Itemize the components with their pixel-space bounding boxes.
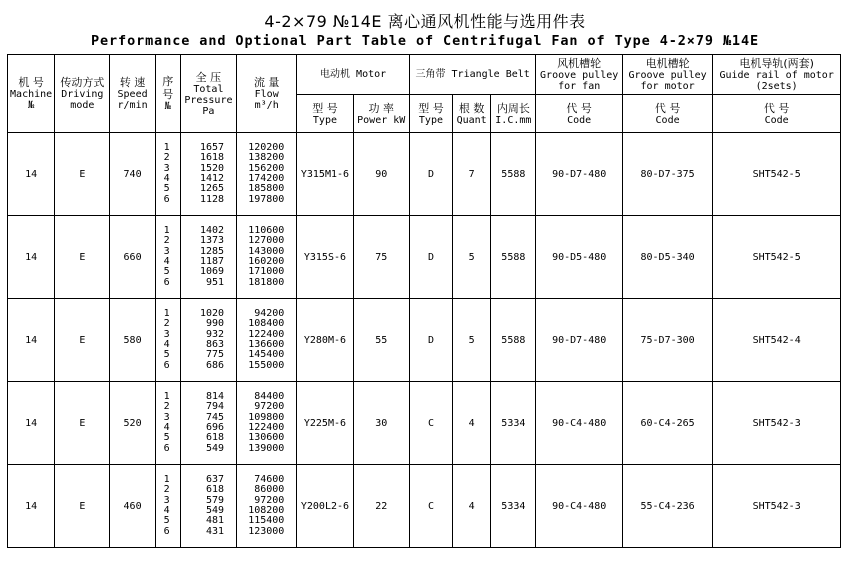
header-flow <box>237 55 297 133</box>
cell-belt-type: D <box>409 299 452 382</box>
cell-machine-no: 14 <box>8 216 55 299</box>
cell-pressure-value: 1402 <box>199 224 225 236</box>
cell-flow-value: 160200 <box>248 256 285 267</box>
header-line: 型 号 <box>418 101 444 115</box>
cell-guide-rail: SHT542-4 <box>713 299 841 382</box>
header-motor-pulley <box>622 55 712 95</box>
cell-flow-value: 138200 <box>248 152 285 164</box>
cell-motor-power: 22 <box>353 465 409 548</box>
header-belt-type <box>409 95 452 133</box>
cell-pressure-value: 1069 <box>199 266 225 278</box>
cell-motor-power: 55 <box>353 299 409 382</box>
cell-speed: 520 <box>110 382 155 465</box>
cell-pressure-value: 1412 <box>199 173 225 184</box>
cell-motor-power: 75 <box>353 216 409 299</box>
header-line: Type <box>418 114 443 126</box>
cell-machine-no: 14 <box>8 133 55 216</box>
cell-pressure-value: 932 <box>205 328 225 340</box>
cell-driving-mode: E <box>55 382 110 465</box>
cell-belt-type: C <box>409 382 452 465</box>
cell-flow <box>237 133 297 216</box>
cell-seq-value: 4 <box>163 256 170 267</box>
cell-flow-value: 171000 <box>248 266 285 278</box>
cell-pressure <box>180 382 236 465</box>
cell-seq <box>155 299 180 382</box>
header-line: 代 号 <box>654 101 681 115</box>
cell-pressure-value: 1265 <box>199 183 225 195</box>
header-line: 代 号 <box>763 101 790 115</box>
header-pressure <box>180 55 236 133</box>
header-line: 流 量 <box>253 76 280 89</box>
cell-motor-pulley: 60-C4-265 <box>622 382 712 465</box>
header-line: Driving <box>61 89 104 100</box>
cell-motor-power: 30 <box>353 382 409 465</box>
cell-seq <box>155 216 180 299</box>
cell-motor-type: Y315M1-6 <box>297 133 353 216</box>
cell-driving-mode: E <box>55 216 110 299</box>
cell-flow-value: 123000 <box>248 525 285 537</box>
cell-flow-value: 108200 <box>248 505 285 516</box>
header-line: (2sets) <box>755 81 798 92</box>
cell-pressure <box>180 133 236 216</box>
cell-machine-no: 14 <box>8 299 55 382</box>
cell-seq-value: 5 <box>163 266 170 278</box>
cell-seq-value: 2 <box>163 401 170 413</box>
cell-driving-mode: E <box>55 133 110 216</box>
cell-flow-value: 181800 <box>248 276 285 288</box>
cell-guide-rail: SHT542-5 <box>713 133 841 216</box>
header-rail-code <box>713 95 841 133</box>
header-line: 号 <box>162 88 174 101</box>
header-line: 序 <box>162 75 174 88</box>
cell-pressure-value: 1128 <box>199 193 225 205</box>
header-line: Code <box>764 114 789 126</box>
cell-flow-value: 108400 <box>248 318 285 330</box>
cell-seq-value: 3 <box>163 411 170 423</box>
cell-flow-value: 74600 <box>254 473 285 485</box>
cell-motor-pulley: 80-D5-340 <box>622 216 712 299</box>
table-row <box>8 299 841 382</box>
cell-belt-quant: 4 <box>453 465 491 548</box>
cell-flow-value: 109800 <box>248 411 285 423</box>
cell-seq-value: 2 <box>163 152 170 164</box>
header-guide-rail <box>713 55 841 95</box>
cell-seq-value: 2 <box>163 235 170 247</box>
cell-motor-pulley: 75-D7-300 <box>622 299 712 382</box>
cell-pressure <box>180 299 236 382</box>
cell-seq-value: 6 <box>163 276 170 288</box>
table-row <box>8 382 841 465</box>
cell-machine-no: 14 <box>8 382 55 465</box>
cell-flow-value: 136600 <box>248 339 285 350</box>
cell-pressure-value: 686 <box>205 359 225 371</box>
cell-motor-pulley: 80-D7-375 <box>622 133 712 216</box>
cell-seq-value: 2 <box>163 484 170 496</box>
header-line: № <box>28 100 35 111</box>
cell-pressure-value: 1020 <box>199 307 225 319</box>
cell-flow-value: 145400 <box>248 349 285 361</box>
cell-belt-length: 5588 <box>491 133 536 216</box>
cell-pressure-value: 794 <box>205 401 225 413</box>
cell-flow <box>237 299 297 382</box>
cell-flow <box>237 216 297 299</box>
cell-flow-value: 139000 <box>248 442 285 454</box>
page-title-cn: 4-2×79 №14E 离心通风机性能与选用件表 <box>264 12 586 31</box>
header-line: Quant <box>456 114 487 126</box>
cell-motor-pulley: 55-C4-236 <box>622 465 712 548</box>
cell-pressure-value: 549 <box>205 442 225 454</box>
cell-driving-mode: E <box>55 299 110 382</box>
cell-pressure-value: 1373 <box>199 235 225 247</box>
cell-flow-value: 197800 <box>248 193 285 205</box>
cell-seq-value: 6 <box>163 193 170 205</box>
cell-flow-value: 110600 <box>248 224 285 236</box>
cell-guide-rail: SHT542-3 <box>713 465 841 548</box>
header-line: 全 压 <box>195 70 222 84</box>
cell-pressure-value: 637 <box>205 473 225 485</box>
cell-belt-type: D <box>409 133 452 216</box>
cell-flow-value: 115400 <box>248 515 285 527</box>
cell-seq-value: 1 <box>163 390 170 402</box>
cell-flow-value: 143000 <box>248 245 285 257</box>
header-line: Groove pulley <box>628 70 707 81</box>
cell-seq <box>155 133 180 216</box>
header-line: 内周长 <box>496 101 530 115</box>
cell-pressure-value: 1285 <box>199 245 225 257</box>
cell-seq-value: 6 <box>163 442 170 454</box>
page-title-en: Performance and Optional Part Table of Centrifugal Fan of Type 4-2×79 №14E <box>90 33 760 49</box>
header-line: Pressure <box>184 94 233 106</box>
cell-belt-type: C <box>409 465 452 548</box>
cell-belt-length: 5334 <box>491 465 536 548</box>
cell-seq <box>155 382 180 465</box>
header-motor-power <box>353 95 409 133</box>
header-driving-mode <box>55 55 110 133</box>
cell-seq-value: 1 <box>163 224 170 236</box>
cell-guide-rail: SHT542-5 <box>713 216 841 299</box>
cell-flow <box>237 382 297 465</box>
cell-flow-value: 155000 <box>248 359 285 371</box>
header-line: m³/h <box>254 100 279 111</box>
cell-flow-value: 97200 <box>254 401 285 413</box>
cell-pressure-value: 814 <box>205 390 225 402</box>
header-fan-pulley <box>536 55 622 95</box>
header-line: for fan <box>558 81 601 92</box>
header-line: 型 号 <box>312 101 338 115</box>
cell-flow-value: 156200 <box>248 162 285 174</box>
cell-fan-pulley: 90-D5-480 <box>536 216 622 299</box>
header-line: 电机导轨(两套) <box>739 57 814 70</box>
header-line: for motor <box>640 81 695 92</box>
header-line: 风机槽轮 <box>557 57 602 70</box>
header-line: 电机槽轮 <box>645 57 690 70</box>
cell-speed: 580 <box>110 299 155 382</box>
header-fan-code <box>536 95 622 133</box>
cell-flow-value: 174200 <box>248 173 285 184</box>
cell-belt-length: 5588 <box>491 299 536 382</box>
cell-pressure-value: 745 <box>205 411 225 423</box>
cell-motor-type: Y315S-6 <box>297 216 353 299</box>
header-belt: 三角带 Triangle Belt <box>409 55 536 95</box>
header-line: r/min <box>117 100 148 111</box>
cell-seq-value: 4 <box>163 173 170 184</box>
cell-pressure-value: 1187 <box>199 256 225 267</box>
cell-flow-value: 122400 <box>248 328 285 340</box>
header-line: 传动方式 <box>60 76 105 89</box>
cell-seq-value: 4 <box>163 505 170 516</box>
header-line: 代 号 <box>566 101 592 115</box>
table-row <box>8 216 841 299</box>
header-belt-length <box>491 95 536 133</box>
cell-seq-value: 4 <box>163 422 170 433</box>
table-row <box>8 465 841 548</box>
cell-flow-value: 86000 <box>254 484 285 496</box>
cell-pressure-value: 431 <box>205 525 225 537</box>
header-line: I.C.mm <box>495 114 532 126</box>
performance-table <box>7 54 841 548</box>
cell-pressure-value: 775 <box>205 349 225 361</box>
cell-pressure-value: 1618 <box>199 152 225 164</box>
cell-pressure-value: 951 <box>205 276 225 288</box>
cell-belt-quant: 5 <box>453 299 491 382</box>
cell-belt-length: 5334 <box>491 382 536 465</box>
cell-flow-value: 127000 <box>248 235 285 247</box>
cell-motor-type: Y225M-6 <box>297 382 353 465</box>
cell-belt-length: 5588 <box>491 216 536 299</box>
header-line: Speed <box>117 89 148 100</box>
cell-speed: 660 <box>110 216 155 299</box>
cell-machine-no: 14 <box>8 465 55 548</box>
cell-pressure-value: 863 <box>205 339 225 350</box>
cell-seq-value: 1 <box>163 307 170 319</box>
cell-seq-value: 1 <box>163 473 170 485</box>
cell-fan-pulley: 90-C4-480 <box>536 465 622 548</box>
header-line: 根 数 <box>458 101 485 115</box>
cell-seq-value: 4 <box>163 339 170 350</box>
cell-flow-value: 97200 <box>254 494 285 506</box>
header-line: № <box>164 101 171 112</box>
header-machine-no <box>8 55 55 133</box>
cell-motor-power: 90 <box>353 133 409 216</box>
cell-fan-pulley: 90-C4-480 <box>536 382 622 465</box>
cell-seq-value: 3 <box>163 328 170 340</box>
cell-pressure-value: 579 <box>205 494 225 506</box>
cell-flow-value: 94200 <box>254 307 285 319</box>
header-motor: 电动机 Motor <box>297 55 410 95</box>
cell-pressure-value: 990 <box>205 318 225 330</box>
cell-belt-quant: 4 <box>453 382 491 465</box>
cell-seq-value: 6 <box>163 525 170 537</box>
cell-seq-value: 6 <box>163 359 170 371</box>
header-belt-quant <box>453 95 491 133</box>
header-line: 机 号 <box>18 76 44 89</box>
cell-belt-quant: 7 <box>453 133 491 216</box>
cell-pressure-value: 1657 <box>199 141 225 153</box>
header-motor-code <box>622 95 712 133</box>
header-line: mode <box>70 100 95 111</box>
cell-seq-value: 3 <box>163 162 170 174</box>
header-speed <box>110 55 155 133</box>
cell-flow-value: 120200 <box>248 141 285 153</box>
header-line: Guide rail of motor <box>719 70 834 81</box>
cell-pressure <box>180 216 236 299</box>
cell-pressure-value: 1520 <box>199 162 225 174</box>
cell-flow-value: 122400 <box>248 422 285 433</box>
header-line: 转 速 <box>119 76 146 89</box>
cell-motor-type: Y280M-6 <box>297 299 353 382</box>
cell-pressure-value: 481 <box>205 515 225 527</box>
cell-flow-value: 130600 <box>248 432 285 444</box>
cell-pressure-value: 696 <box>205 422 225 433</box>
cell-seq-value: 3 <box>163 245 170 257</box>
cell-seq-value: 5 <box>163 515 170 527</box>
cell-pressure-value: 618 <box>205 484 225 496</box>
header-line: Total <box>193 83 224 95</box>
table-row <box>8 133 841 216</box>
header-line: Flow <box>254 89 279 100</box>
header-line: Code <box>655 114 680 126</box>
cell-driving-mode: E <box>55 465 110 548</box>
cell-fan-pulley: 90-D7-480 <box>536 299 622 382</box>
header-seq <box>155 55 180 133</box>
cell-guide-rail: SHT542-3 <box>713 382 841 465</box>
header-line: Machine <box>10 89 53 100</box>
header-line: Pa <box>202 105 215 117</box>
header-line: 功 率 <box>368 101 394 115</box>
header-line: Power kW <box>357 114 406 126</box>
cell-pressure-value: 618 <box>205 432 225 444</box>
cell-flow <box>237 465 297 548</box>
cell-seq-value: 3 <box>163 494 170 506</box>
cell-pressure <box>180 465 236 548</box>
cell-seq-value: 5 <box>163 349 170 361</box>
cell-flow-value: 84400 <box>254 390 285 402</box>
cell-seq-value: 1 <box>163 141 170 153</box>
cell-flow-value: 185800 <box>248 183 285 195</box>
header-line: Type <box>312 114 337 126</box>
cell-speed: 740 <box>110 133 155 216</box>
cell-fan-pulley: 90-D7-480 <box>536 133 622 216</box>
cell-seq-value: 2 <box>163 318 170 330</box>
header-motor-type <box>297 95 353 133</box>
cell-seq-value: 5 <box>163 183 170 195</box>
cell-pressure-value: 549 <box>205 505 225 516</box>
cell-belt-type: D <box>409 216 452 299</box>
cell-seq <box>155 465 180 548</box>
header-line: Code <box>567 114 592 126</box>
cell-motor-type: Y200L2-6 <box>297 465 353 548</box>
header-line: Groove pulley <box>540 70 619 81</box>
cell-seq-value: 5 <box>163 432 170 444</box>
cell-speed: 460 <box>110 465 155 548</box>
cell-belt-quant: 5 <box>453 216 491 299</box>
